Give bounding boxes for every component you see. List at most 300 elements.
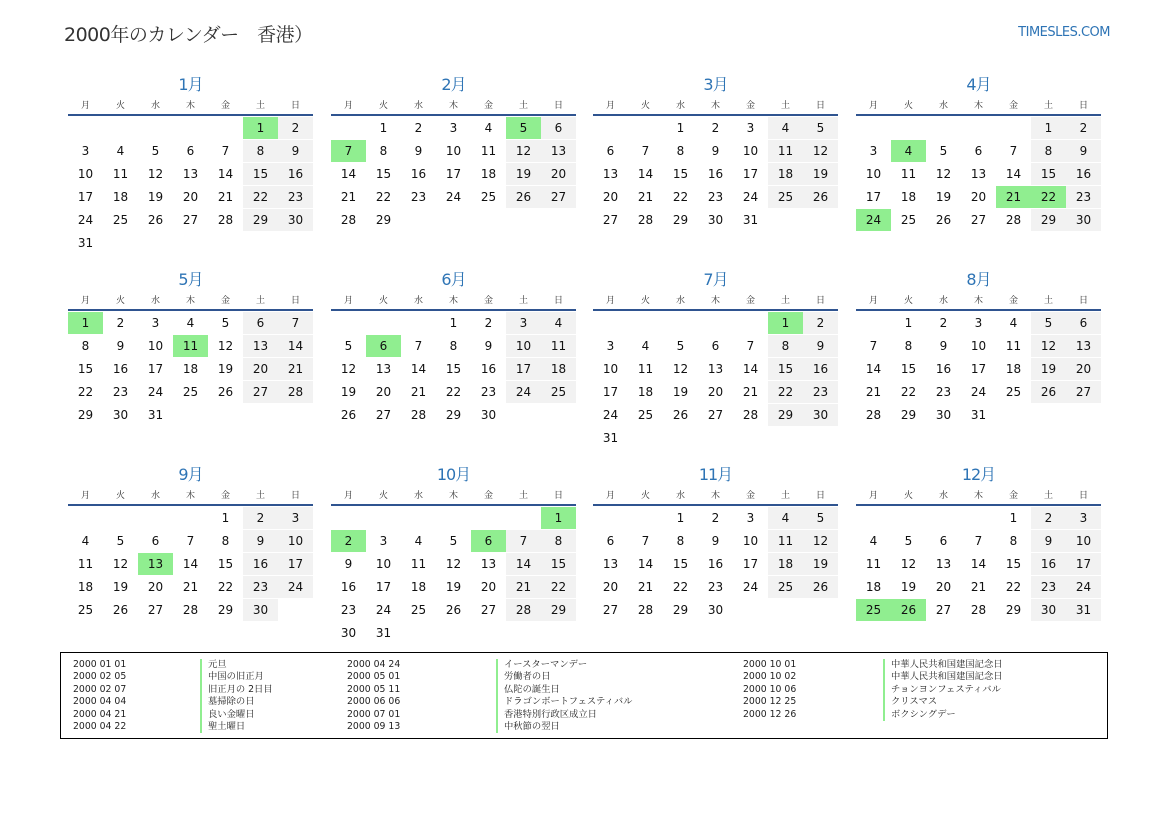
weekday-label: 木	[448, 491, 458, 501]
week-row	[68, 186, 313, 208]
empty-cell	[593, 507, 628, 529]
weekday-label: 月	[343, 101, 353, 111]
day-cell: 28	[182, 603, 199, 617]
day-cell: 23	[1031, 576, 1066, 598]
day-cell: 4	[891, 140, 926, 162]
day-cell: 25	[1005, 385, 1022, 399]
day-cell: 21	[506, 576, 541, 598]
day-cell: 20	[602, 580, 619, 594]
weekday-label: 水	[150, 101, 160, 111]
day-cell: 24	[742, 580, 759, 594]
day-cell: 25	[900, 213, 917, 227]
day-cell: 20	[707, 385, 724, 399]
day-cell: 26	[147, 213, 164, 227]
month-block	[593, 462, 838, 621]
week-row	[593, 312, 838, 334]
day-cell: 26	[506, 186, 541, 208]
month-block	[331, 267, 576, 426]
day-cell: 5	[803, 117, 838, 139]
month-name: 12月	[961, 465, 996, 484]
day-cell: 13	[375, 362, 392, 376]
day-cell: 24	[77, 213, 94, 227]
weekday-header	[593, 98, 838, 116]
day-cell: 20	[602, 190, 619, 204]
holiday-date: 2000 12 26	[743, 708, 797, 720]
day-cell: 19	[672, 385, 689, 399]
weekday-label: 水	[413, 491, 423, 501]
day-cell: 12	[147, 167, 164, 181]
day-cell: 21	[742, 385, 759, 399]
empty-cell	[436, 507, 471, 529]
day-cell: 10	[742, 144, 759, 158]
week-row	[68, 599, 313, 621]
day-cell: 9	[414, 144, 423, 158]
holiday-name: 中華人民共和国建国記念日	[883, 671, 1003, 683]
day-cell: 17	[602, 385, 619, 399]
day-cell: 30	[803, 404, 838, 426]
week-row	[68, 335, 313, 357]
day-cell: 26	[803, 186, 838, 208]
day-cell: 13	[1066, 335, 1101, 357]
day-cell: 23	[480, 385, 497, 399]
week-row	[856, 530, 1101, 552]
week-row	[593, 507, 838, 529]
day-cell: 18	[77, 580, 94, 594]
day-cell: 16	[278, 163, 313, 185]
day-cell: 31	[147, 408, 164, 422]
day-cell: 17	[970, 362, 987, 376]
day-cell: 16	[707, 557, 724, 571]
day-cell: 28	[410, 408, 427, 422]
weekday-label: 水	[675, 101, 685, 111]
week-row	[856, 117, 1101, 139]
weekday-label: 火	[903, 491, 913, 501]
day-cell: 20	[970, 190, 987, 204]
week-row	[331, 553, 576, 575]
week-row	[593, 530, 838, 552]
day-cell: 31	[970, 408, 987, 422]
day-cell: 4	[1009, 316, 1018, 330]
day-cell: 26	[672, 408, 689, 422]
day-cell: 17	[278, 553, 313, 575]
day-cell: 28	[865, 408, 882, 422]
empty-cell	[173, 117, 208, 139]
day-cell: 7	[641, 144, 650, 158]
weekday-label: 日	[290, 491, 300, 501]
day-cell: 23	[707, 190, 724, 204]
weekday-label: 月	[605, 491, 615, 501]
weekday-label: 月	[868, 296, 878, 306]
weekday-label: 火	[115, 296, 125, 306]
day-cell: 11	[768, 140, 803, 162]
empty-cell	[331, 507, 366, 529]
weekday-header	[856, 488, 1101, 506]
day-cell: 29	[541, 599, 576, 621]
weekday-label: 土	[255, 491, 265, 501]
holiday-name: クリスマス	[883, 696, 1003, 708]
day-cell: 25	[768, 576, 803, 598]
holiday-name: 聖土曜日	[200, 721, 273, 733]
weekday-label: 日	[815, 101, 825, 111]
week-row	[331, 140, 576, 162]
holiday-name: ボクシングデー	[883, 709, 1003, 721]
day-cell: 7	[869, 339, 878, 353]
empty-cell	[593, 117, 628, 139]
empty-cell	[891, 117, 926, 139]
day-cell: 30	[1066, 209, 1101, 231]
week-row	[856, 209, 1101, 231]
weekday-label: 木	[185, 101, 195, 111]
weekday-label: 日	[815, 296, 825, 306]
day-cell: 1	[243, 117, 278, 139]
week-row	[593, 117, 838, 139]
holiday-date: 2000 04 24	[347, 659, 401, 670]
weekday-label: 日	[553, 296, 563, 306]
weekday-label: 水	[938, 491, 948, 501]
day-cell: 17	[865, 190, 882, 204]
day-cell: 2	[939, 316, 948, 330]
day-cell: 23	[243, 576, 278, 598]
day-cell: 10	[742, 534, 759, 548]
day-cell: 31	[77, 236, 94, 250]
day-cell: 26	[935, 213, 952, 227]
week-row	[593, 186, 838, 208]
day-cell: 20	[243, 358, 278, 380]
empty-cell	[961, 507, 996, 529]
day-cell: 21	[970, 580, 987, 594]
weekday-label: 木	[185, 296, 195, 306]
month-block	[331, 72, 576, 231]
weekday-label: 金	[745, 101, 755, 111]
weekday-label: 土	[1043, 296, 1053, 306]
day-cell: 19	[1031, 358, 1066, 380]
day-cell: 29	[445, 408, 462, 422]
day-cell: 29	[900, 408, 917, 422]
day-cell: 24	[970, 385, 987, 399]
week-row	[68, 576, 313, 598]
day-cell: 19	[112, 580, 129, 594]
month-block	[331, 462, 576, 644]
day-cell: 27	[707, 408, 724, 422]
day-cell: 18	[900, 190, 917, 204]
weekday-header	[593, 488, 838, 506]
day-cell: 7	[506, 530, 541, 552]
month-name: 7月	[703, 270, 728, 289]
day-cell: 5	[449, 534, 458, 548]
weekday-label: 水	[675, 491, 685, 501]
day-cell: 8	[904, 339, 913, 353]
day-cell: 23	[410, 190, 427, 204]
day-cell: 21	[340, 190, 357, 204]
weekday-label: 月	[80, 296, 90, 306]
weekday-label: 日	[1078, 491, 1088, 501]
day-cell: 29	[768, 404, 803, 426]
day-cell: 3	[151, 316, 160, 330]
empty-cell	[401, 312, 436, 334]
week-row	[331, 335, 576, 357]
day-cell: 1	[1031, 117, 1066, 139]
weekday-header	[331, 488, 576, 506]
day-cell: 23	[935, 385, 952, 399]
day-cell: 21	[637, 580, 654, 594]
week-row	[593, 381, 838, 403]
day-cell: 2	[331, 530, 366, 552]
month-name: 5月	[178, 270, 203, 289]
week-row	[68, 232, 313, 254]
weekday-header	[331, 98, 576, 116]
day-cell: 6	[186, 144, 195, 158]
month-name: 3月	[703, 75, 728, 94]
weekday-label: 土	[518, 101, 528, 111]
weekday-label: 木	[448, 101, 458, 111]
day-cell: 7	[641, 534, 650, 548]
weekday-header	[68, 488, 313, 506]
day-cell: 14	[278, 335, 313, 357]
day-cell: 5	[221, 316, 230, 330]
week-row	[593, 140, 838, 162]
week-row	[68, 358, 313, 380]
day-cell: 1	[1009, 511, 1018, 525]
day-cell: 27	[541, 186, 576, 208]
day-cell: 12	[340, 362, 357, 376]
day-cell: 25	[112, 213, 129, 227]
day-cell: 17	[506, 358, 541, 380]
empty-cell	[926, 507, 961, 529]
weekday-header	[856, 293, 1101, 311]
day-cell: 9	[243, 530, 278, 552]
day-cell: 22	[77, 385, 94, 399]
week-row	[331, 186, 576, 208]
day-cell: 13	[602, 557, 619, 571]
day-cell: 22	[217, 580, 234, 594]
day-cell: 3	[379, 534, 388, 548]
week-row	[331, 312, 576, 334]
empty-cell	[593, 312, 628, 334]
weekday-label: 金	[220, 101, 230, 111]
day-cell: 5	[676, 339, 685, 353]
empty-cell	[138, 117, 173, 139]
day-cell: 1	[379, 121, 388, 135]
day-cell: 21	[278, 358, 313, 380]
day-cell: 5	[904, 534, 913, 548]
day-cell: 14	[637, 167, 654, 181]
site-link[interactable]: TIMESLES.COM	[1018, 25, 1110, 40]
day-cell: 16	[480, 362, 497, 376]
day-cell: 1	[221, 511, 230, 525]
weekday-header	[68, 98, 313, 116]
day-cell: 4	[414, 534, 423, 548]
day-cell: 7	[331, 140, 366, 162]
day-cell: 19	[445, 580, 462, 594]
day-cell: 16	[243, 553, 278, 575]
weekday-label: 木	[710, 491, 720, 501]
weekday-label: 金	[1008, 101, 1018, 111]
week-row	[331, 117, 576, 139]
day-cell: 5	[344, 339, 353, 353]
day-cell: 27	[970, 213, 987, 227]
day-cell: 16	[340, 580, 357, 594]
day-cell: 19	[147, 190, 164, 204]
day-cell: 12	[672, 362, 689, 376]
holiday-date: 2000 02 05	[73, 671, 127, 683]
weekday-label: 木	[710, 101, 720, 111]
day-cell: 28	[742, 408, 759, 422]
week-row	[593, 209, 838, 231]
holiday-date: 2000 04 22	[73, 720, 127, 732]
day-cell: 22	[1005, 580, 1022, 594]
holiday-date: 2000 04 21	[73, 708, 127, 720]
day-cell: 7	[974, 534, 983, 548]
day-cell: 3	[746, 511, 755, 525]
weekday-label: 日	[553, 491, 563, 501]
day-cell: 11	[900, 167, 917, 181]
week-row	[331, 530, 576, 552]
weekday-label: 金	[220, 491, 230, 501]
weekday-label: 木	[973, 491, 983, 501]
day-cell: 8	[768, 335, 803, 357]
month-name: 2月	[441, 75, 466, 94]
holiday-name: ドラゴンボートフェスティバル	[496, 696, 632, 708]
day-cell: 12	[1031, 335, 1066, 357]
weekday-label: 日	[290, 296, 300, 306]
day-cell: 28	[637, 603, 654, 617]
day-cell: 3	[278, 507, 313, 529]
holiday-name: 旧正月の 2日目	[200, 684, 273, 696]
day-cell: 9	[278, 140, 313, 162]
week-row	[856, 140, 1101, 162]
empty-cell	[506, 507, 541, 529]
weekday-label: 土	[255, 296, 265, 306]
empty-cell	[138, 507, 173, 529]
day-cell: 22	[375, 190, 392, 204]
week-row	[331, 163, 576, 185]
weekday-label: 火	[378, 101, 388, 111]
day-cell: 21	[865, 385, 882, 399]
day-cell: 17	[375, 580, 392, 594]
day-cell: 18	[1005, 362, 1022, 376]
week-row	[856, 381, 1101, 403]
month-block	[593, 267, 838, 449]
day-cell: 19	[506, 163, 541, 185]
day-cell: 29	[672, 603, 689, 617]
weekday-label: 月	[868, 491, 878, 501]
day-cell: 30	[480, 408, 497, 422]
empty-cell	[331, 312, 366, 334]
day-cell: 7	[221, 144, 230, 158]
week-row	[331, 622, 576, 644]
weekday-label: 金	[1008, 491, 1018, 501]
day-cell: 13	[243, 335, 278, 357]
month-name: 8月	[966, 270, 991, 289]
day-cell: 14	[217, 167, 234, 181]
day-cell: 26	[1031, 381, 1066, 403]
day-cell: 12	[445, 557, 462, 571]
weekday-label: 日	[1078, 296, 1088, 306]
day-cell: 4	[869, 534, 878, 548]
weekday-label: 金	[220, 296, 230, 306]
day-cell: 18	[541, 358, 576, 380]
day-cell: 24	[506, 381, 541, 403]
holiday-date: 2000 09 13	[347, 720, 401, 732]
day-cell: 15	[541, 553, 576, 575]
day-cell: 9	[939, 339, 948, 353]
day-cell: 4	[116, 144, 125, 158]
weekday-label: 金	[483, 296, 493, 306]
day-cell: 7	[1009, 144, 1018, 158]
day-cell: 15	[768, 358, 803, 380]
day-cell: 3	[746, 121, 755, 135]
day-cell: 29	[1005, 603, 1022, 617]
weekday-label: 水	[675, 296, 685, 306]
day-cell: 8	[221, 534, 230, 548]
day-cell: 29	[1031, 209, 1066, 231]
weekday-header	[68, 293, 313, 311]
empty-cell	[68, 117, 103, 139]
week-row	[856, 335, 1101, 357]
day-cell: 19	[217, 362, 234, 376]
weekday-label: 日	[815, 491, 825, 501]
day-cell: 9	[711, 534, 720, 548]
day-cell: 6	[541, 117, 576, 139]
day-cell: 2	[1066, 117, 1101, 139]
day-cell: 30	[707, 603, 724, 617]
day-cell: 4	[768, 507, 803, 529]
day-cell: 9	[803, 335, 838, 357]
empty-cell	[68, 507, 103, 529]
empty-cell	[663, 312, 698, 334]
weekday-label: 火	[903, 296, 913, 306]
day-cell: 28	[637, 213, 654, 227]
day-cell: 3	[81, 144, 90, 158]
day-cell: 13	[935, 557, 952, 571]
day-cell: 9	[1066, 140, 1101, 162]
empty-cell	[331, 117, 366, 139]
day-cell: 14	[506, 553, 541, 575]
day-cell: 10	[506, 335, 541, 357]
day-cell: 12	[900, 557, 917, 571]
day-cell: 27	[243, 381, 278, 403]
empty-cell	[628, 507, 663, 529]
day-cell: 7	[186, 534, 195, 548]
day-cell: 19	[900, 580, 917, 594]
empty-cell	[733, 312, 768, 334]
weekday-label: 日	[1078, 101, 1088, 111]
day-cell: 15	[672, 167, 689, 181]
day-cell: 11	[77, 557, 94, 571]
empty-cell	[698, 312, 733, 334]
holiday-date: 2000 01 01	[73, 659, 127, 670]
day-cell: 3	[506, 312, 541, 334]
weekday-label: 火	[378, 296, 388, 306]
day-cell: 14	[970, 557, 987, 571]
weekday-label: 金	[483, 491, 493, 501]
day-cell: 20	[375, 385, 392, 399]
day-cell: 18	[768, 163, 803, 185]
week-row	[856, 358, 1101, 380]
week-row	[331, 404, 576, 426]
day-cell: 26	[891, 599, 926, 621]
week-row	[68, 140, 313, 162]
day-cell: 17	[445, 167, 462, 181]
day-cell: 5	[506, 117, 541, 139]
day-cell: 26	[340, 408, 357, 422]
weekday-label: 火	[640, 101, 650, 111]
day-cell: 16	[935, 362, 952, 376]
day-cell: 6	[243, 312, 278, 334]
day-cell: 10	[445, 144, 462, 158]
weekday-label: 月	[343, 296, 353, 306]
day-cell: 11	[480, 144, 497, 158]
